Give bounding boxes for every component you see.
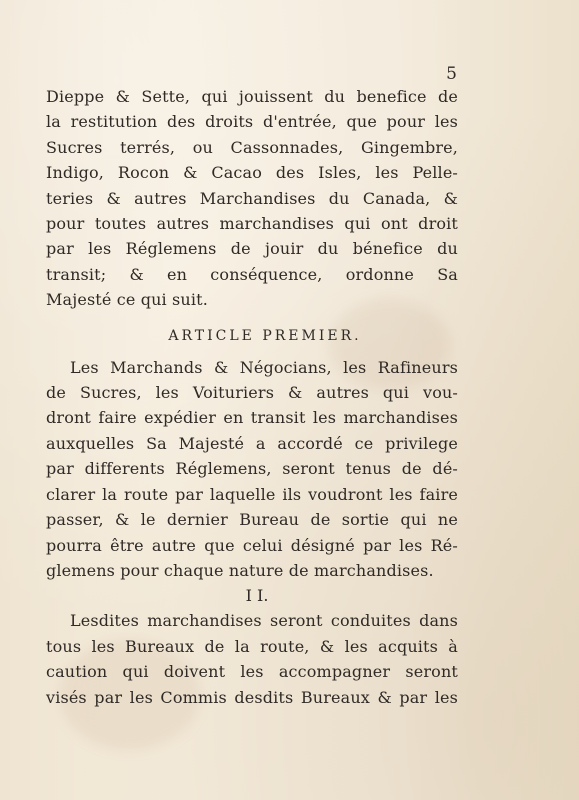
text-line: Les Marchands & Négocians, les Rafineurs [70,357,458,377]
text-line: pourra être autre que celui désigné par les Ré- [46,535,458,555]
text-line: auxquelles Sa Majesté a accordé ce privilege [46,433,458,453]
text-line: Sucres terrés, ou Cassonnades, Gingembre, [46,137,458,157]
text-line: visés par les Commis desdits Bureaux & par les [46,687,458,707]
body-text [46,84,458,710]
text-line: caution qui doivent les accompagner seront [46,662,458,682]
text-line: de Sucres, les Voituriers & autres qui vou- [46,383,458,403]
text-line: clarer la route par laquelle ils voudront les faire [46,484,458,504]
text-line: la restitution des droits d'entrée, que pour les [46,112,458,132]
text-line: Lesdites marchandises seront conduites dans [70,611,458,631]
text-line: par les Réglemens de jouir du bénefice du [46,239,458,259]
article-heading: ARTICLE PREMIER. [168,327,362,344]
text-line: Majesté ce qui suit. [46,290,208,310]
text-line: tous les Bureaux de la route, & les acquits à [46,636,458,656]
text-line: par differents Réglemens, seront tenus de dé- [46,459,458,479]
page-number: 5 [446,64,457,84]
text-line: Dieppe & Sette, qui jouissent du benefice de [46,87,458,106]
text-line: dront faire expédier en transit les marchandises [46,408,458,428]
text-line: glemens pour chaque nature de marchandises. [46,560,434,580]
section-number: I I. [245,586,269,606]
text-line: passer, & le dernier Bureau de sortie qui ne [46,510,458,530]
text-line: Indigo, Rocon & Cacao des Isles, les Pelle- [46,163,458,183]
text-line: transit; & en conséquence, ordonne Sa [46,264,458,284]
text-line: pour toutes autres marchandises qui ont droit [46,214,458,234]
text-line: teries & autres Marchandises du Canada, & [46,188,458,208]
